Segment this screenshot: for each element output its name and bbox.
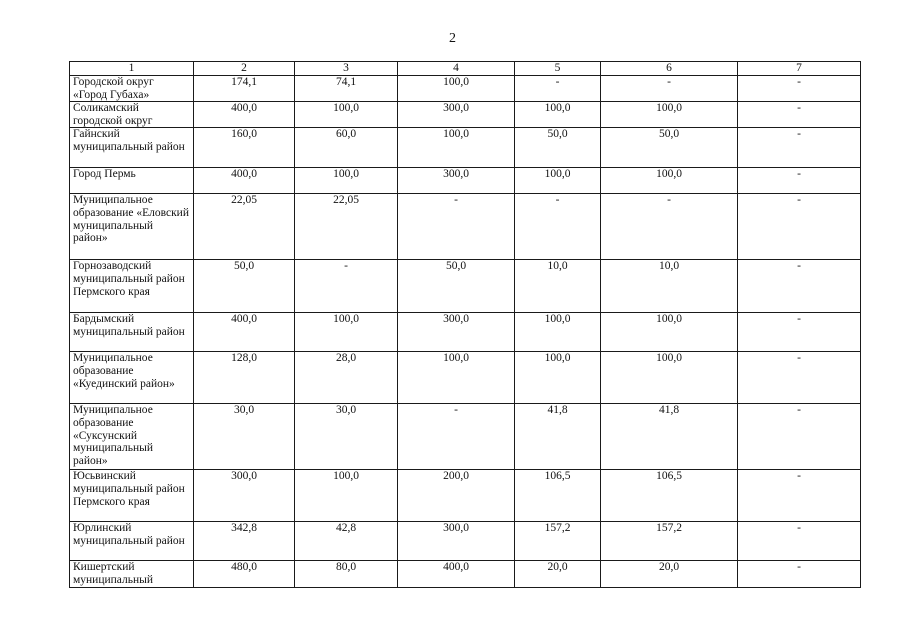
municipality-name: Городской округ «Город Губаха» [70,76,194,102]
cell-col-2: 160,0 [194,128,295,168]
page-number: 2 [449,31,456,46]
column-header: 5 [515,62,601,76]
cell-col-4: 300,0 [398,168,515,194]
cell-col-5: 100,0 [515,168,601,194]
cell-col-7: - [738,352,861,404]
cell-col-2: 30,0 [194,404,295,470]
table-row [70,102,861,128]
municipality-name: Юрлинский муниципальный район [70,522,194,561]
cell-col-7: - [738,76,861,102]
table-row [70,522,861,561]
table-row [70,194,861,260]
cell-col-4: - [398,194,515,260]
cell-col-7: - [738,470,861,522]
cell-col-3: 80,0 [295,561,398,587]
municipality-name: Соликамский городской округ [70,102,194,128]
cell-col-2: 22,05 [194,194,295,260]
data-table [69,61,861,588]
cell-col-5: - [515,76,601,102]
cell-col-3: 22,05 [295,194,398,260]
municipality-name: Юсьвинский муниципальный район Пермского края [70,470,194,522]
table-row [70,260,861,313]
municipality-name: Гайнский муниципальный район [70,128,194,168]
column-header: 7 [738,62,861,76]
cell-col-5: 100,0 [515,102,601,128]
municipality-name: Муниципальное образование «Суксунский муниципальный район» [70,404,194,470]
table-row [70,561,861,587]
table-row [70,404,861,470]
cell-col-3: 100,0 [295,313,398,352]
cell-col-7: - [738,168,861,194]
cell-col-2: 174,1 [194,76,295,102]
cell-col-3: - [295,260,398,313]
cell-col-5: 10,0 [515,260,601,313]
cell-col-3: 42,8 [295,522,398,561]
cell-col-4: 400,0 [398,561,515,587]
cell-col-6: - [601,194,738,260]
cell-col-3: 100,0 [295,102,398,128]
cell-col-4: 300,0 [398,522,515,561]
table-row [70,128,861,168]
cell-col-2: 128,0 [194,352,295,404]
column-header: 1 [70,62,194,76]
cell-col-6: 100,0 [601,352,738,404]
cell-col-2: 50,0 [194,260,295,313]
column-header: 4 [398,62,515,76]
column-header: 3 [295,62,398,76]
cell-col-4: 300,0 [398,102,515,128]
cell-col-3: 30,0 [295,404,398,470]
cell-col-6: 10,0 [601,260,738,313]
cell-col-2: 342,8 [194,522,295,561]
table-row [70,76,861,102]
table-row [70,352,861,404]
cell-col-2: 300,0 [194,470,295,522]
cell-col-6: 100,0 [601,313,738,352]
cell-col-6: 100,0 [601,102,738,128]
cell-col-6: 20,0 [601,561,738,587]
cell-col-4: - [398,404,515,470]
cell-col-4: 200,0 [398,470,515,522]
cell-col-5: 157,2 [515,522,601,561]
cell-col-7: - [738,260,861,313]
header-row [70,62,861,76]
municipality-name: Муниципальное образование «Куединский район» [70,352,194,404]
cell-col-3: 100,0 [295,470,398,522]
cell-col-4: 100,0 [398,76,515,102]
cell-col-6: 106,5 [601,470,738,522]
cell-col-7: - [738,404,861,470]
cell-col-6: - [601,76,738,102]
cell-col-5: 41,8 [515,404,601,470]
cell-col-7: - [738,561,861,587]
table-row [70,168,861,194]
cell-col-7: - [738,128,861,168]
municipality-name: Бардымский муниципальный район [70,313,194,352]
municipality-name: Кишертский муниципальный [70,561,194,587]
cell-col-2: 400,0 [194,168,295,194]
municipality-name: Муниципальное образование «Еловский муниципальный район» [70,194,194,260]
cell-col-5: - [515,194,601,260]
cell-col-3: 28,0 [295,352,398,404]
cell-col-7: - [738,102,861,128]
municipality-name: Горнозаводский муниципальный район Пермского края [70,260,194,313]
cell-col-6: 157,2 [601,522,738,561]
cell-col-4: 100,0 [398,352,515,404]
cell-col-2: 480,0 [194,561,295,587]
table-row [70,470,861,522]
column-header: 2 [194,62,295,76]
cell-col-5: 100,0 [515,352,601,404]
cell-col-6: 100,0 [601,168,738,194]
cell-col-2: 400,0 [194,313,295,352]
cell-col-2: 400,0 [194,102,295,128]
cell-col-5: 100,0 [515,313,601,352]
cell-col-3: 60,0 [295,128,398,168]
cell-col-5: 106,5 [515,470,601,522]
cell-col-5: 50,0 [515,128,601,168]
cell-col-5: 20,0 [515,561,601,587]
column-header: 6 [601,62,738,76]
cell-col-3: 74,1 [295,76,398,102]
table-row [70,313,861,352]
cell-col-4: 50,0 [398,260,515,313]
cell-col-6: 41,8 [601,404,738,470]
cell-col-3: 100,0 [295,168,398,194]
cell-col-6: 50,0 [601,128,738,168]
cell-col-7: - [738,522,861,561]
cell-col-7: - [738,194,861,260]
cell-col-4: 300,0 [398,313,515,352]
cell-col-7: - [738,313,861,352]
cell-col-4: 100,0 [398,128,515,168]
municipality-name: Город Пермь [70,168,194,194]
